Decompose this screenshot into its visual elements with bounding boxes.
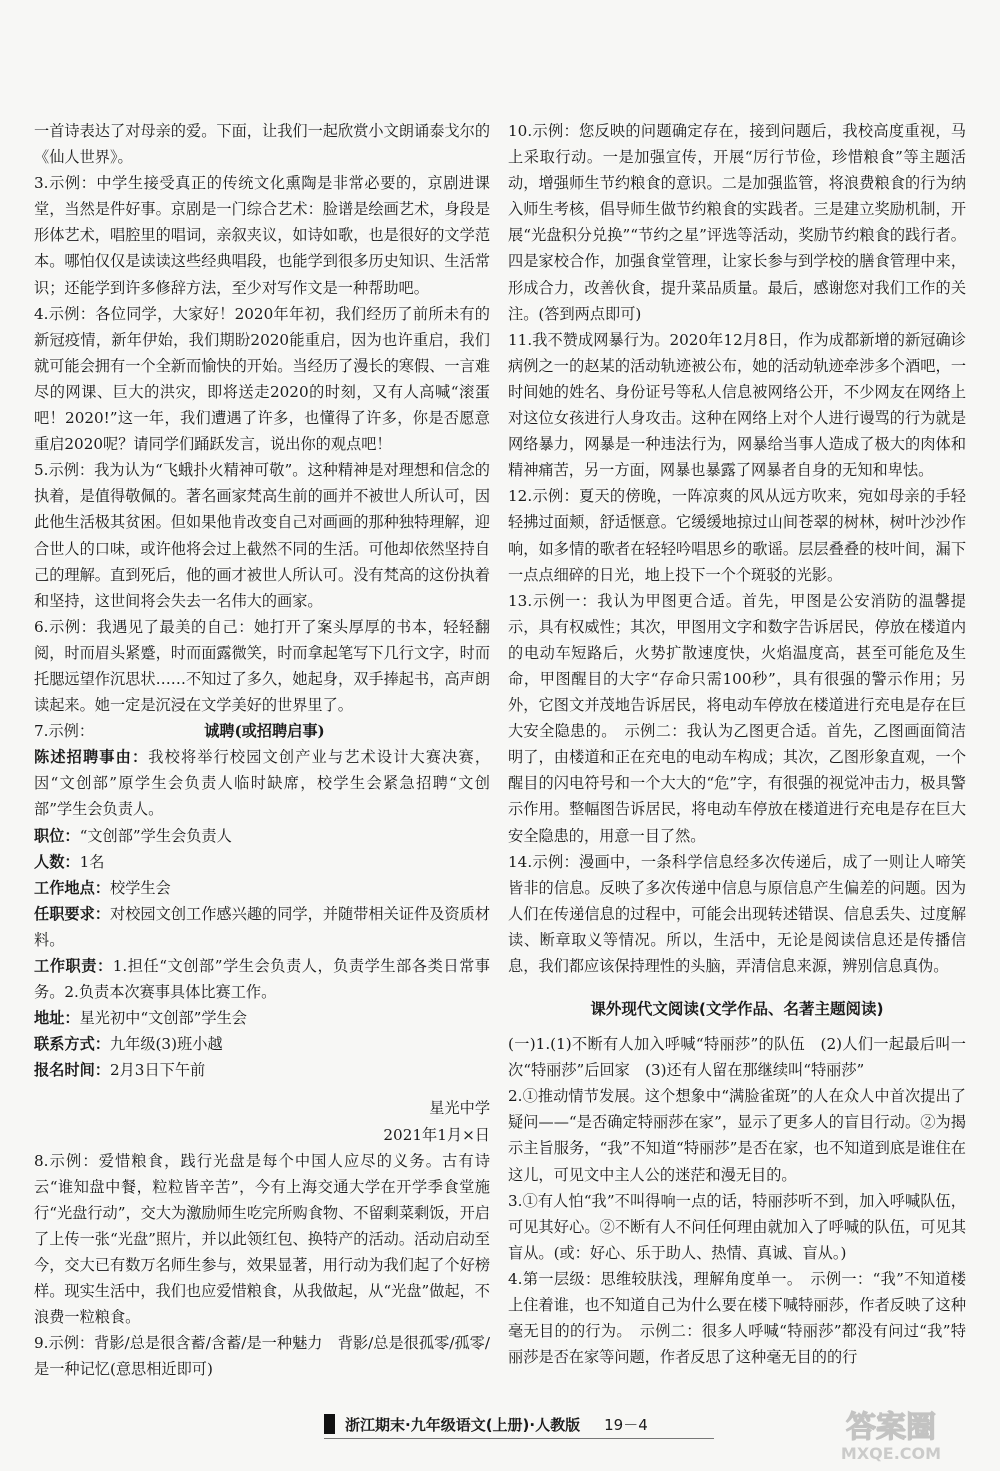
- answer-7-title: 诚聘(或招聘启事): [204, 722, 325, 741]
- watermark-text: 答案圈: [846, 1410, 936, 1445]
- watermark-url: MXQE.COM: [840, 1444, 942, 1463]
- reading-answer-1: (一)1.(1)不断有人加入呼喊“特丽莎”的队伍 (2)人们一起最后叫一次“特丽莎”后回家 (3)还有人留在那继续叫“特丽莎”: [508, 1035, 966, 1080]
- reading-answer-2: 2.①推动情节发展。这个想象中“满脸雀斑”的人在众人中首次提出了疑问——“是否确定特丽莎在家”，显示了更多人的盲目行动。②为揭示主旨服务，“我”不知道“特丽莎”是否在家，也不知道到底是谁住在这儿，可见文中主人公的迷茫和漫无目的。: [508, 1087, 966, 1184]
- recruit-signature: 星光中学: [429, 1099, 490, 1118]
- right-column: [508, 118, 966, 1370]
- page-number: 19－4: [604, 1415, 648, 1434]
- left-column: [34, 118, 490, 1383]
- answer-13: 13.示例一：我认为甲图更合适。首先，甲图是公安消防的温馨提示，具有权威性；其次，甲图用文字和数字告诉居民，停放在楼道内的电动车短路后，火势扩散速度快，火焰温度高，甚至可能危及生命，甲图醒目的大字“存命只需100秒”，具有很强的警示作用；另外，它图文并茂地告诉居民，将电动车停放在楼道进行充电是存在巨大安全隐患的。 示例二：我认为乙图更合适。首先，乙图画面简洁明了，由楼道和正在充电的电动车构成；其次，乙图形象直观，一个醒目的闪电符号和一个大大的“危”字，有很强的视觉冲击力，极具警示作用。整幅图告诉居民，将电动车停放在楼道进行充电是存在巨大安全隐患的，用意一目了然。: [508, 591, 966, 845]
- recruit-date: 2021年1月×日: [383, 1125, 490, 1144]
- recruit-requirements: 任职要求：对校园文创工作感兴趣的同学，并随带相关证件及资质材料。: [34, 904, 491, 949]
- answer-9: 9.示例：背影/总是很含蓄/含蓄/是一种魅力 背影/总是很孤零/孤零/是一种记忆(意思相近即可): [34, 1334, 490, 1379]
- answer-12: 12.示例：夏天的傍晚，一阵凉爽的风从远方吹来，宛如母亲的手轻轻拂过面颊，舒适惬意。它缓缓地掠过山间苍翠的树林，树叶沙沙作响，如多情的歌者在轻轻吟唱思乡的歌谣。层层叠叠的枝叶间，漏下一点点细碎的日光，地上投下一个个斑驳的光影。: [508, 487, 966, 584]
- answer-14: 14.示例：漫画中，一条科学信息经多次传递后，成了一则让人啼笑皆非的信息。反映了多次传递中信息与原信息产生偏差的问题。因为人们在传递信息的过程中，可能会出现转述错误、信息丢失、过度解读、断章取义等情况。所以，生活中，无论是阅读信息还是传播信息，我们都应该保持理性的头脑，弄清信息来源，辨别信息真伪。: [508, 852, 966, 975]
- footer-book-title: 浙江期末·九年级语文(上册)·人教版: [345, 1415, 581, 1434]
- answer-7-label: 7.示例：: [34, 722, 95, 741]
- recruit-place: 工作地点：校学生会: [34, 878, 171, 897]
- answer-4: 4.示例：各位同学，大家好！2020年年初，我们经历了前所未有的新冠疫情，新年伊始，我们期盼2020能重启，因为也许重启，我们就可能会拥有一个全新而愉快的开始。当经历了漫长的寒假、一言难尽的网课、巨大的洪灾，即将送走2020的时刻，又有人高喊“滚蛋吧！2020!”这一年，我们遭遇了许多，也懂得了许多，你是否愿意重启2020呢？请同学们踊跃发言，说出你的观点吧！: [34, 304, 490, 454]
- recruit-count: 人数：1名: [34, 852, 105, 871]
- recruit-time: 报名时间：2月3日下午前: [34, 1061, 206, 1080]
- recruit-reason: 陈述招聘事由：我校将举行校园文创产业与艺术设计大赛决赛，因“文创部”原学生会负责人临时缺席，校学生会紧急招聘“文创部”学生会负责人。: [34, 748, 491, 819]
- section-title: 课外现代文阅读(文学作品、名著主题阅读): [590, 1000, 884, 1019]
- answer-10: 10.示例：您反映的问题确定存在，接到问题后，我校高度重视，马上采取行动。一是加强宣传，开展“厉行节俭，珍惜粮食”等主题活动，增强师生节约粮食的意识。二是加强监管，将浪费粮食的行为纳入师生考核，倡导师生做节约粮食的实践者。三是建立奖励机制，开展“光盘积分兑换”“节约之星”评选等活动，奖励节约粮食的践行者。四是家校合作，加强食堂管理，让家长参与到学校的膳食管理中来，形成合力，改善伙食，提升菜品质量。最后，感谢您对我们工作的关注。(答到两点即可): [508, 122, 966, 323]
- reading-answer-4: 4.第一层级：思维较肤浅，理解角度单一。 示例一：“我”不知道楼上住着谁，也不知道自己为什么要在楼下喊特丽莎，作者反映了这种毫无目的的行为。 示例二：很多人呼喊“特丽莎”都没有问过“我”特丽莎是否在家等问题，作者反思了这种毫无目的的行: [508, 1269, 966, 1367]
- page-footer: [324, 1410, 714, 1438]
- answer-5: 5.示例：我为认为“飞蛾扑火精神可敬”。这种精神是对理想和信念的执着，是值得敬佩的。著名画家梵高生前的画并不被世人所认可，因此他生活极其贫困。但如果他肯改变自己对画画的那种独特理解，迎合世人的口味，或许他将会过上截然不同的生活。可他却依然坚持自己的理解。直到死后，他的画才被世人所认可。没有梵高的这份执着和坚持，这世间将会失去一名伟大的画家。: [34, 461, 490, 610]
- answer-2-tail: 一首诗表达了对母亲的爱。下面，让我们一起欣赏小文朗诵泰戈尔的《仙人世界》。: [34, 122, 490, 167]
- reading-answer-3: 3.①有人怕“我”不叫得响一点的话，特丽莎听不到，加入呼喊队伍，可见其好心。②不断有人不问任何理由就加入了呼喊的队伍，可见其盲从。(或：好心、乐于助人、热情、真诚、盲从。): [508, 1191, 966, 1262]
- answer-3: 3.示例：中学生接受真正的传统文化熏陶是非常必要的，京剧进课堂，当然是件好事。京剧是一门综合艺术：脸谱是绘画艺术，身段是形体艺术，唱腔里的唱词，亲叙夹议，如诗如歌，也是很好的文学范本。哪怕仅仅是读读这些经典唱段，也能学到很多历史知识、生活常识；还能学到许多修辞方法，至少对写作文是一种帮助吧。: [34, 174, 490, 297]
- answer-8: 8.示例：爱惜粮食，践行光盘是每个中国人应尽的义务。古有诗云“谁知盘中餐，粒粒皆辛苦”，今有上海交通大学在开学季食堂施行“光盘行动”，交大为激励师生吃完所购食物、不留剩菜剩饭，开启了上传一张“光盘”照片，并以此领红包、换特产的活动。活动启动至今，交大已有数万名师生参与，效果显著，用行动为我们起了个好榜样。现实生活中，我们也应爱惜粮食，从我做起，从“光盘”做起，不浪费一粒粮食。: [34, 1151, 490, 1327]
- watermark-logo-icon: [796, 1403, 986, 1465]
- recruit-position: 职位：“文创部”学生会负责人: [34, 826, 232, 845]
- recruit-contact: 联系方式：九年级(3)班小越: [34, 1035, 223, 1054]
- footer-rule: [324, 1438, 714, 1439]
- recruit-duties: 工作职责：1.担任“文创部”学生会负责人，负责学生部各类日常事务。2.负责本次赛事具体比赛工作。: [34, 957, 490, 1002]
- answer-7-heading: [34, 718, 490, 744]
- footer-bar-icon: [324, 1414, 335, 1434]
- recruit-address: 地址：星光初中“文创部”学生会: [34, 1009, 247, 1028]
- answer-11: 11.我不赞成网暴行为。2020年12月8日，作为成都新增的新冠确诊病例之一的赵某的活动轨迹被公布，她的活动轨迹牵涉多个酒吧，一时间她的姓名、身份证号等私人信息被网络公开，不少网友在网络上对这位女孩进行人身攻击。这种在网络上对个人进行谩骂的行为就是网络暴力，网暴是一种违法行为，网暴给当事人造成了极大的肉体和精神痛苦，另一方面，网暴也暴露了网暴者自身的无知和卑怯。: [508, 330, 966, 480]
- answer-6: 6.示例：我遇见了最美的自己：她打开了案头厚厚的书本，轻轻翻阅，时而眉头紧蹙，时而面露微笑，时而拿起笔写下几行文字，时而托腮远望作沉思状……不知过了多久，她起身，双手捧起书，高声朗读起来。她一定是沉浸在文学美好的世界里了。: [34, 617, 490, 715]
